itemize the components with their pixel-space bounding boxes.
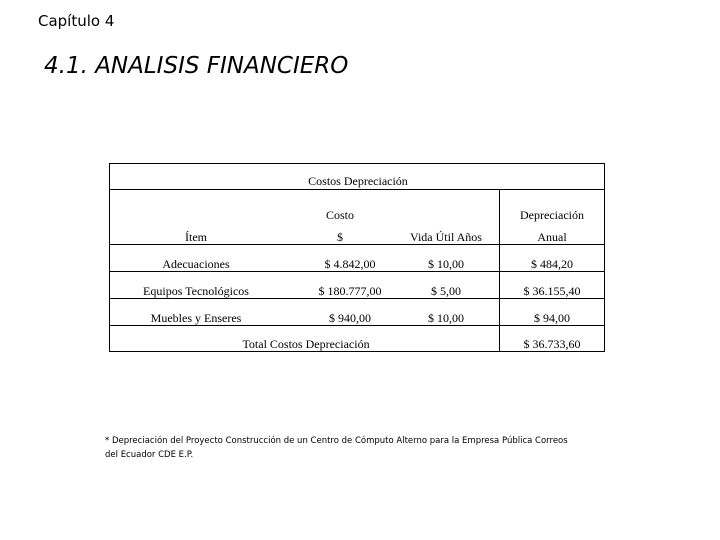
table-row-item: Adecuaciones [162, 257, 230, 271]
table-title: Costos Depreciación [308, 174, 408, 188]
table-row-item: Equipos Tecnológicos [143, 284, 249, 298]
header-anual: Anual [537, 230, 567, 244]
table-row-vida: $ 10,00 [428, 311, 464, 325]
section-title: 4.1. ANALISIS FINANCIERO [44, 53, 349, 79]
table-row-costo: $ 4.842,00 [324, 257, 376, 271]
footnote: * Depreciación del Proyecto Construcción de un Centro de Cómputo Alterno para la Empresa Pública Correos del Ecuador CDE E.P. [105, 436, 568, 460]
total-label: Total Costos Depreciación [242, 337, 370, 351]
table-row-anual: $ 94,00 [534, 311, 570, 325]
table-row-anual: $ 36.155,40 [523, 284, 581, 298]
table-rule-title [110, 189, 604, 190]
header-vida-util: Vida Útil Años [410, 230, 482, 244]
total-value: $ 36.733,60 [523, 337, 581, 351]
table-row-item: Muebles y Enseres [150, 311, 242, 325]
table-row-vida: $ 5,00 [431, 284, 461, 298]
table-row-vida: $ 10,00 [428, 257, 464, 271]
depreciation-table [109, 163, 605, 352]
table-col-divider [499, 189, 500, 351]
header-costo-unit: $ [337, 230, 343, 244]
header-depreciacion: Depreciación [520, 208, 584, 222]
chapter-label: Capítulo 4 [38, 12, 115, 30]
header-item: Ítem [185, 230, 207, 244]
table-row-anual: $ 484,20 [531, 257, 573, 271]
table-row-costo: $ 180.777,00 [318, 284, 382, 298]
header-costo: Costo [325, 208, 354, 222]
table-row-costo: $ 940,00 [329, 311, 371, 325]
